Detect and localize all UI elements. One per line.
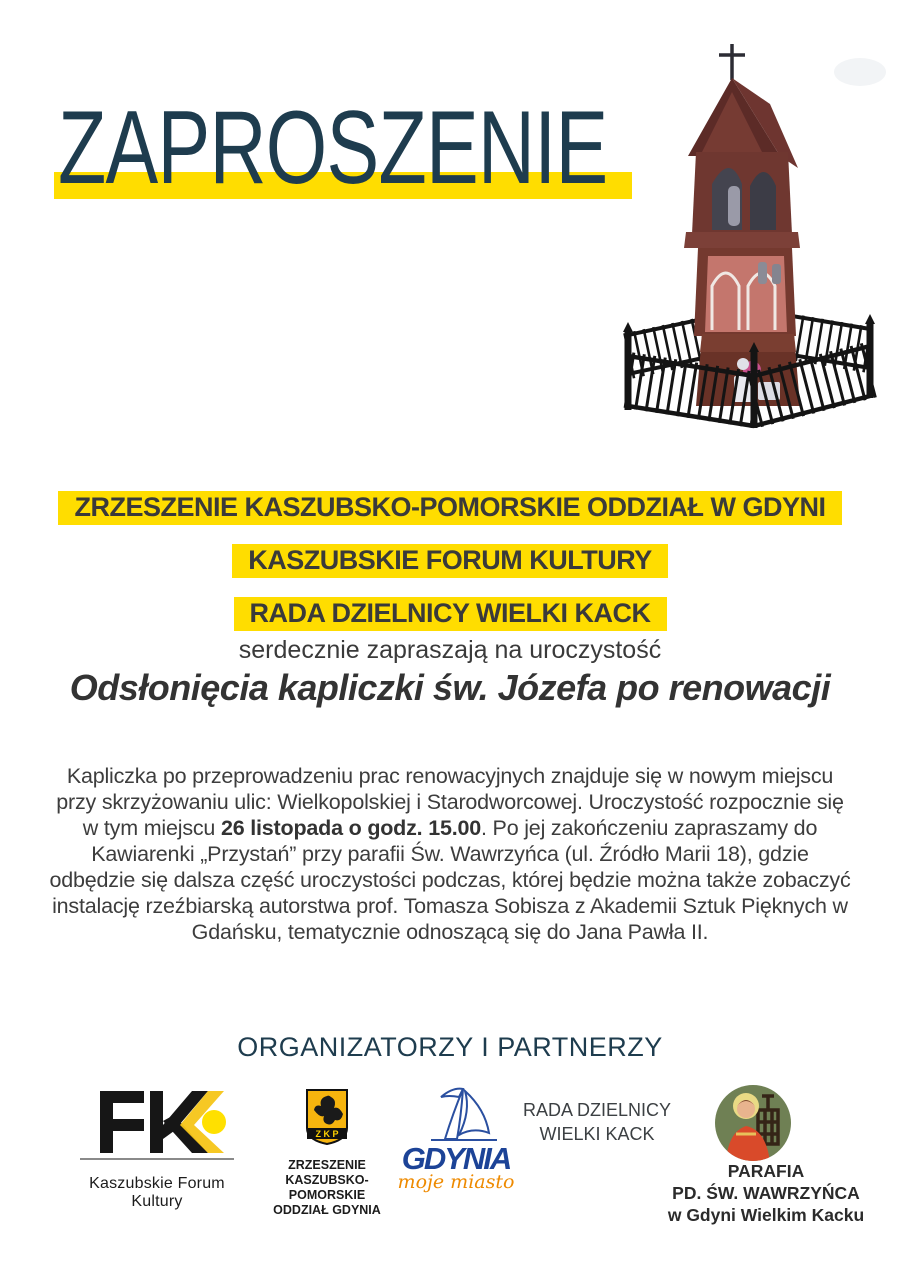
event-description-part2: . Po jej zakończeniu zapraszamy do Kawiarenki „Przystań” przy parafii Św. Wawrzyńca (ul. Źródło Marii 18), gdzie odbędzie się dalsza część uroczystości podczas, której będzie można także zobaczyć instalację rzeźbiarską autorstwa prof. Tomasza Sobisza z Akademii Sztuk Pięknych w Gdańsku, tematycznie odnoszącą się do Jana Pawła II. [49, 816, 851, 944]
fk-logo [78, 1089, 236, 1211]
poster-title-block [58, 90, 633, 206]
organizer-band-kfk: KASZUBSKIE FORUM KULTURY [232, 544, 667, 578]
event-date-time: 26 listopada o godz. 15.00 [220, 816, 482, 840]
zkp-line-2: KASZUBSKO-POMORSKIE [285, 1173, 369, 1202]
parafia-line-3: w Gdyni Wielkim Kacku [667, 1205, 865, 1225]
fk-logo-icon [78, 1089, 236, 1167]
zkp-shield-icon [303, 1088, 351, 1146]
organizer-band-zkp: ZRZESZENIE KASZUBSKO-POMORSKIE ODDZIAŁ W GDYNI [58, 491, 841, 525]
fk-caption: Kaszubskie Forum Kultury [89, 1175, 225, 1210]
invitation-lead: serdecznie zapraszają na uroczystość [238, 636, 662, 664]
organizer-bands [0, 491, 900, 650]
chapel-photo [612, 34, 890, 432]
parafia-label [648, 1160, 884, 1226]
parafia-line-1: PARAFIA [727, 1161, 805, 1181]
poster-title: ZAPROSZENIE [58, 90, 608, 206]
saint-lawrence-icon [714, 1084, 792, 1162]
partners-heading: ORGANIZATORZY I PARTNERZY [237, 1032, 663, 1062]
gdynia-tagline: moje miasto [397, 1171, 515, 1193]
rada-line-2: WIELKI KACK [539, 1124, 655, 1144]
gdynia-sails-icon [401, 1083, 511, 1141]
zkp-shield-label: Z K P [315, 1129, 339, 1139]
event-title: Odsłonięcia kapliczki św. Józefa po renowacji [69, 667, 831, 708]
parafia-line-2: PD. ŚW. WAWRZYŃCA [672, 1183, 860, 1203]
rada-dzielnicy-label [512, 1098, 682, 1146]
zkp-line-1: ZRZESZENIE [288, 1158, 366, 1172]
event-description-part1: Kapliczka po przeprowadzeniu prac renowacyjnych znajduje się w nowym miejscu przy skrzyżowaniu ulic: Wielkopolskiej i Starodworcowej. Uroczystość rozpocznie się w tym miejscu [56, 764, 844, 840]
rada-line-1: RADA DZIELNICY [522, 1100, 672, 1120]
gdynia-logo [392, 1083, 520, 1192]
zkp-line-3: ODDZIAŁ GDYNIA [273, 1203, 381, 1217]
event-description [46, 763, 854, 945]
organizer-band-rada: RADA DZIELNICY WIELKI KACK [234, 597, 667, 631]
zkp-logo [252, 1088, 402, 1218]
gdynia-name: GDYNIA [401, 1141, 511, 1176]
